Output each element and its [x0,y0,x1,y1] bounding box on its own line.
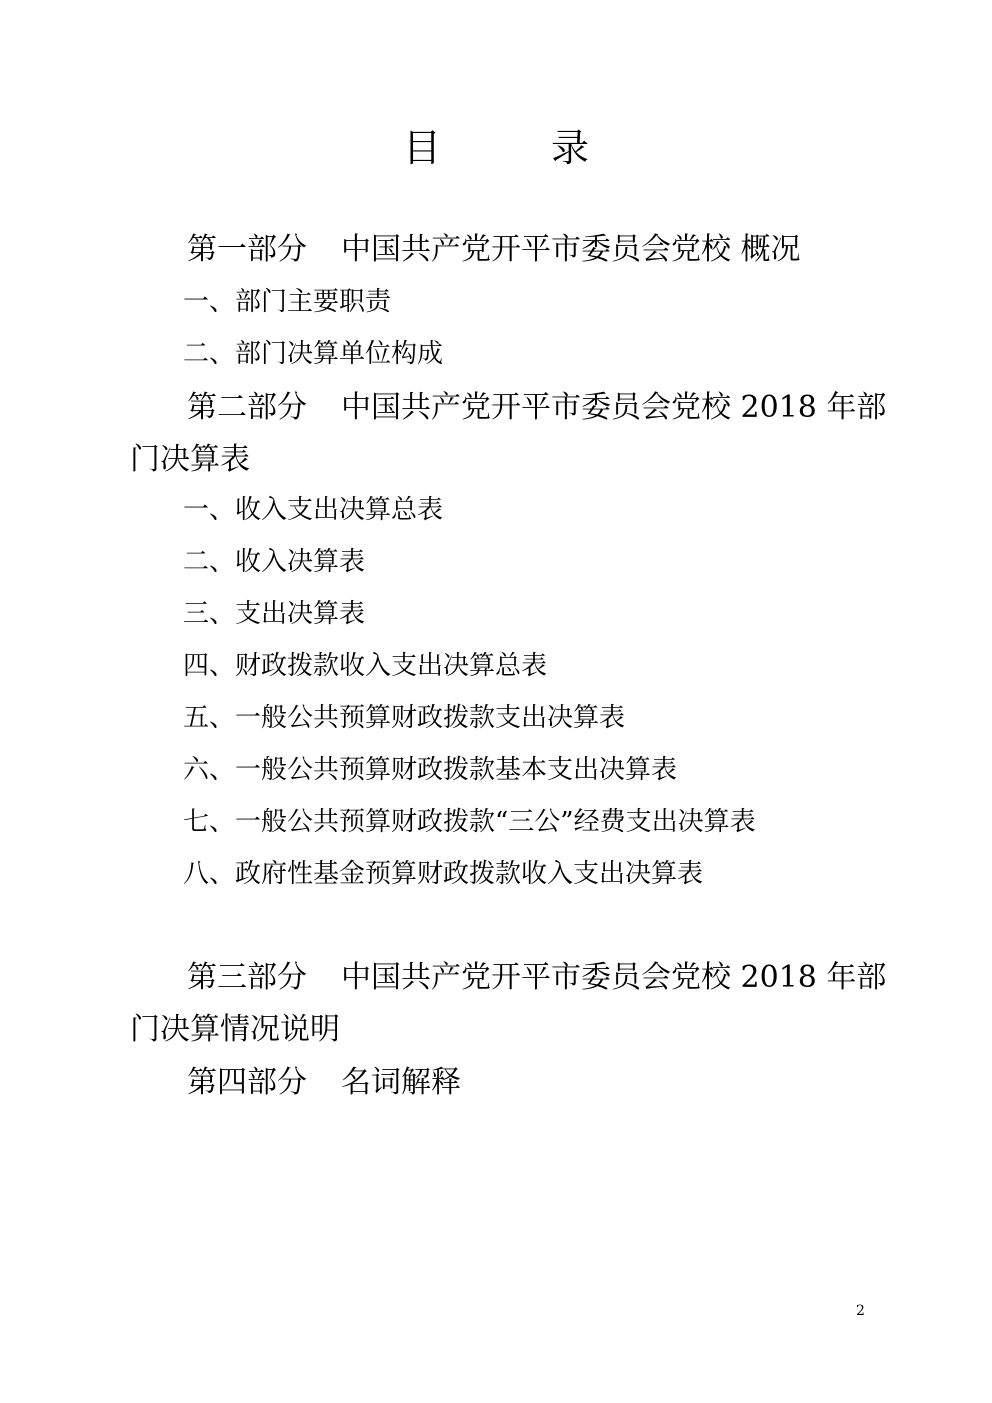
toc-item: 二、部门决算单位构成 [183,339,444,369]
toc-part-1 [187,230,801,270]
toc-item: 二、收入决算表 [183,547,366,577]
toc-part-3-text: 中国共产党开平市委员会党校 2018 年部 [341,960,887,995]
page-number: 2 [856,1303,865,1319]
toc-item: 三、支出决算表 [183,599,366,629]
toc-title-left: 目 [402,126,441,170]
toc-part-2 [187,388,886,428]
toc-part-3 [187,958,886,998]
toc-item: 六、一般公共预算财政拨款基本支出决算表 [183,755,678,785]
toc-part-4 [187,1063,461,1103]
toc-part-1-label: 第一部分 [187,232,307,267]
toc-part-4-text: 名词解释 [341,1065,461,1100]
toc-item: 一、部门主要职责 [183,287,392,317]
toc-item: 八、政府性基金预算财政拨款收入支出决算表 [183,859,704,889]
toc-part-1-text: 中国共产党开平市委员会党校 概况 [341,232,801,267]
toc-part-2-text: 中国共产党开平市委员会党校 2018 年部 [341,390,887,425]
toc-part-4-label: 第四部分 [187,1065,307,1100]
toc-part-2-label: 第二部分 [187,390,307,425]
toc-item: 七、一般公共预算财政拨款“三公”经费支出决算表 [183,807,756,837]
toc-title-right: 录 [551,126,590,170]
toc-part-3-label: 第三部分 [187,960,307,995]
toc-part-3-continuation: 门决算情况说明 [130,1012,340,1047]
toc-item: 一、收入支出决算总表 [183,495,444,525]
toc-part-2-continuation: 门决算表 [130,442,250,477]
toc-item: 五、一般公共预算财政拨款支出决算表 [183,703,626,733]
toc-item: 四、财政拨款收入支出决算总表 [183,651,548,681]
toc-title [0,122,992,174]
